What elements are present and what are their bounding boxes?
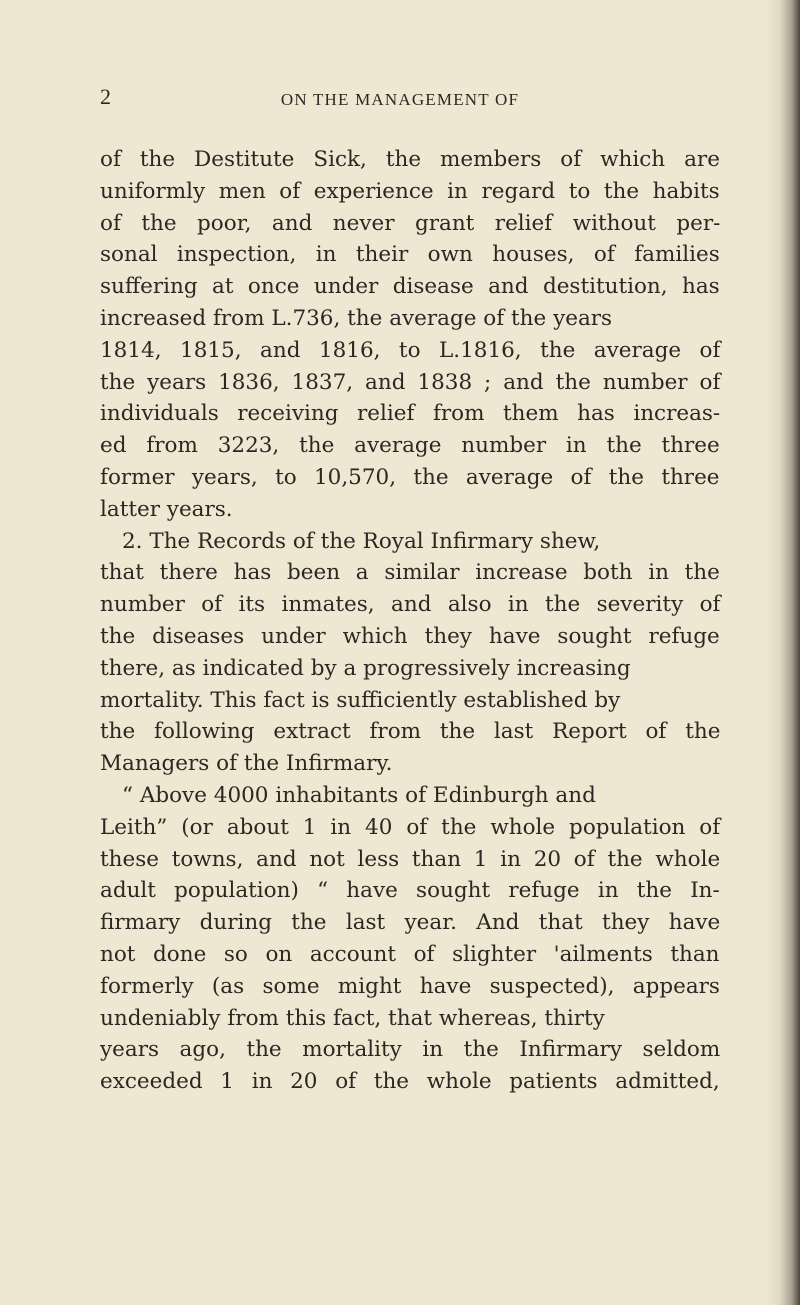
text-line: of the Destitute Sick, the members of which are <box>100 147 720 172</box>
text-line: that there has been a similar increase both in the <box>100 560 720 586</box>
text-line: undeniably from this fact, that whereas, thirty <box>100 1005 605 1031</box>
text-line: Leith” (or about 1 in 40 of the whole population of <box>100 814 721 840</box>
text-line: suffering at once under disease and destitution, has <box>100 274 720 300</box>
text-line: the years 1836, 1837, and 1838 ; and the number of <box>100 369 721 395</box>
text-line: years ago, the mortality in the Infirmary seldom <box>100 1037 721 1063</box>
page-number: 2 <box>100 84 111 109</box>
body-text <box>100 144 720 1098</box>
text-line: 2. The Records of the Royal Infirmary shew, <box>122 528 601 554</box>
text-line: increased from L.736, the average of the years <box>100 305 613 331</box>
text-line: exceeded 1 in 20 of the whole patients admitted, <box>100 1069 720 1095</box>
page-edge-shadow <box>766 0 800 1305</box>
text-line: adult population) “ have sought refuge in the In- <box>100 878 720 904</box>
text-line: uniformly men of experience in regard to the habits <box>100 178 720 204</box>
text-line: formerly (as some might have suspected), appears <box>100 973 720 999</box>
text-line: the following extract from the last Report of the <box>100 719 721 745</box>
text-line: former years, to 10,570, the average of the three <box>100 464 720 490</box>
text-line: number of its inmates, and also in the severity of <box>100 592 721 618</box>
text-line: the diseases under which they have sought refuge <box>100 623 720 649</box>
text-line: sonal inspection, in their own houses, of families <box>100 242 720 268</box>
text-line: 1814, 1815, and 1816, to L.1816, the average of <box>100 337 721 363</box>
text-line: ed from 3223, the average number in the three <box>100 433 720 459</box>
text-line: not done so on account of slighter 'ailments than <box>100 941 720 967</box>
text-line: of the poor, and never grant relief without per- <box>100 210 721 236</box>
text-line: latter years. <box>100 496 233 522</box>
text-line: these towns, and not less than 1 in 20 of the whole <box>100 846 721 872</box>
text-line: mortality. This fact is sufficiently established by <box>100 687 621 713</box>
text-line: Managers of the Infirmary. <box>100 751 393 777</box>
text-line: there, as indicated by a progressively increasing <box>100 655 631 681</box>
text-line: individuals receiving relief from them has increas- <box>100 401 721 427</box>
text-line: firmary during the last year. And that they have <box>100 910 721 936</box>
running-head: ON THE MANAGEMENT OF <box>280 90 520 109</box>
text-line: “ Above 4000 inhabitants of Edinburgh and <box>122 782 596 808</box>
